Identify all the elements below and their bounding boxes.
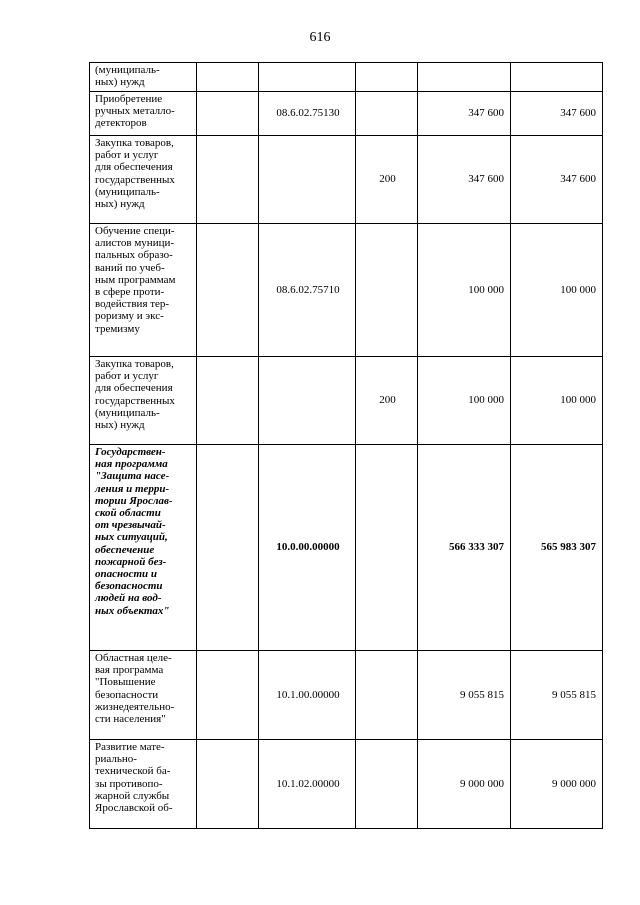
item-name-line: жизнедеятельно- [95,700,175,713]
table-row [90,357,603,445]
item-name-line: риально- [95,753,137,766]
expense-type-cell: 200 [356,357,418,445]
item-name-line: (муниципаль- [95,185,160,198]
table-row [90,445,603,651]
target-code-cell [259,63,356,92]
item-name-line: ных) нужд [95,76,145,89]
item-name-line: государственных [95,394,175,407]
expense-type-cell [356,63,418,92]
item-name-line: обеспечение [95,543,155,556]
item-name-line: ской области [95,507,161,520]
item-name-line: людей на вод- [95,592,162,605]
amount-cell-2: 347 600 [511,92,603,136]
item-name-cell [90,651,197,740]
item-name-line: тремизму [95,322,140,335]
item-name-line: "Повышение [95,676,156,689]
item-name-line: алистов муници- [95,237,175,250]
amount-cell-1: 347 600 [418,136,511,224]
expense-type-cell [356,224,418,357]
amount-cell-1: 566 333 307 [418,445,511,651]
amount-cell-1: 100 000 [418,224,511,357]
item-name-line: (муниципаль- [95,406,160,419]
item-name-line: сти населения" [95,713,166,726]
item-name-line: для обеспечения [95,382,173,395]
empty-cell [197,63,259,92]
item-name-line: тории Ярослав- [95,494,173,507]
amount-cell-1: 100 000 [418,357,511,445]
table-row [90,136,603,224]
item-name-cell [90,445,197,651]
amount-cell-1: 347 600 [418,92,511,136]
item-name-line: ных) нужд [95,419,145,432]
amount-cell-2: 100 000 [511,357,603,445]
item-name-line: "Защита насе- [95,470,170,483]
expense-type-cell: 200 [356,136,418,224]
item-name-cell [90,92,197,136]
empty-cell [197,445,259,651]
amount-cell-1 [418,63,511,92]
empty-cell [197,740,259,829]
item-name-line: Развитие мате- [95,741,165,753]
item-name-line: ных) нужд [95,198,145,211]
item-name-cell [90,357,197,445]
item-name-line: в сфере проти- [95,286,165,299]
item-name-line: Обучение специ- [95,225,175,237]
item-name-line: ных объектах" [95,604,170,617]
item-name-line: безопасности [95,580,163,593]
item-name-line: Областная целе- [95,652,172,664]
target-code-cell [259,357,356,445]
item-name-line: роризму и экс- [95,310,164,323]
item-name-line: зы противопо- [95,777,163,790]
target-code-cell: 08.6.02.75130 [259,92,356,136]
target-code-cell [259,136,356,224]
amount-cell-1: 9 055 815 [418,651,511,740]
item-name-line: пожарной без- [95,555,167,568]
amount-cell-2 [511,63,603,92]
item-name-line: ная программа [95,458,168,471]
expense-type-cell [356,651,418,740]
item-name-line: ных ситуаций, [95,531,168,544]
item-name-line: детекторов [95,117,147,130]
item-name-line: от чрезвычай- [95,519,166,532]
table-row [90,651,603,740]
expense-type-cell [356,740,418,829]
item-name-line: ным программам [95,273,176,286]
target-code-cell: 10.1.02.00000 [259,740,356,829]
item-name-line: Закупка товаров, [95,137,174,149]
item-name-line: ручных металло- [95,105,175,118]
item-name-line: работ и услуг [95,149,159,162]
empty-cell [197,136,259,224]
target-code-cell: 08.6.02.75710 [259,224,356,357]
item-name-line: Закупка товаров, [95,358,174,370]
expense-type-cell [356,92,418,136]
empty-cell [197,224,259,357]
amount-cell-2: 9 055 815 [511,651,603,740]
item-name-line: государственных [95,173,175,186]
item-name-line: технической ба- [95,765,171,778]
empty-cell [197,92,259,136]
amount-cell-2: 347 600 [511,136,603,224]
budget-table [89,62,603,829]
table-row [90,740,603,829]
target-code-cell: 10.1.00.00000 [259,651,356,740]
amount-cell-2: 9 000 000 [511,740,603,829]
item-name-line: ваний по учеб- [95,261,165,274]
table-row [90,224,603,357]
item-name-line: работ и услуг [95,370,159,383]
item-name-line: ления и терри- [95,482,170,495]
item-name-line: жарной службы [95,789,170,802]
target-code-cell: 10.0.00.00000 [259,445,356,651]
amount-cell-1: 9 000 000 [418,740,511,829]
item-name-line: вая программа [95,664,164,677]
item-name-line: Приобретение [95,93,163,105]
table-row [90,63,603,92]
page-number: 616 [309,30,331,45]
amount-cell-2: 100 000 [511,224,603,357]
item-name-line: водействия тер- [95,298,170,311]
amount-cell-2: 565 983 307 [511,445,603,651]
item-name-line: опасности и [95,568,158,581]
expense-type-cell [356,445,418,651]
item-name-line: пальных образо- [95,249,173,262]
empty-cell [197,651,259,740]
table-row [90,92,603,136]
item-name-line: безопасности [95,688,159,701]
empty-cell [197,357,259,445]
item-name-line: для обеспечения [95,161,173,174]
item-name-cell [90,224,197,357]
item-name-line: Государствен- [95,446,166,458]
item-name-line: (муниципаль- [95,64,160,76]
item-name-cell [90,63,197,92]
item-name-cell [90,136,197,224]
item-name-line: Ярославской об- [95,802,173,815]
item-name-cell [90,740,197,829]
